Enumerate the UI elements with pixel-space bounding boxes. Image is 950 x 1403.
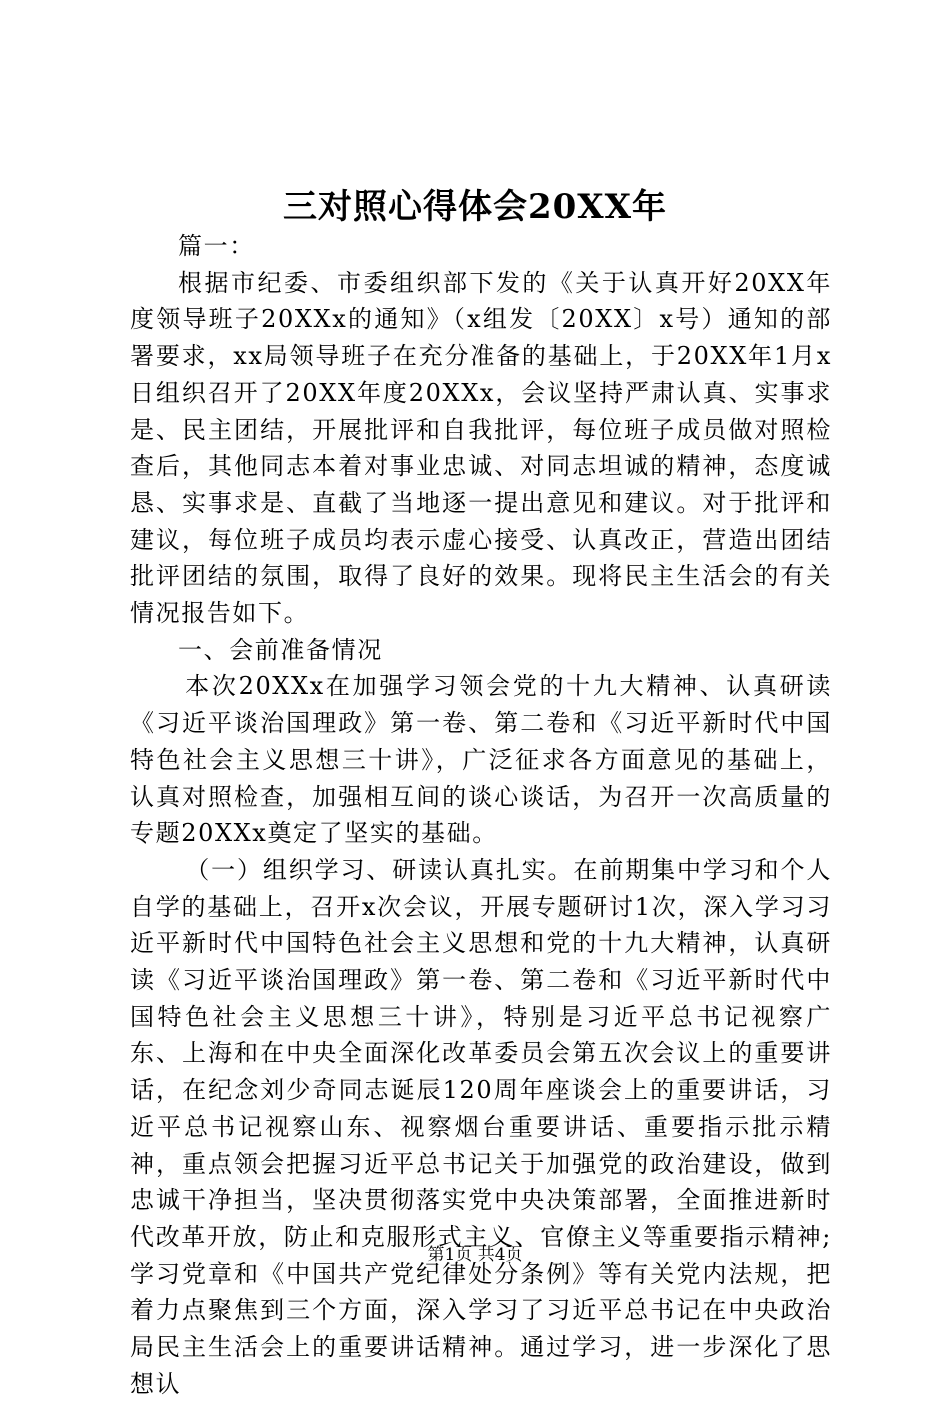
paragraph-study: （一）组织学习、研读认真扎实。在前期集中学习和个人自学的基础上，召开x次会议，开展专题研讨1次，深入学习习近平新时代中国特色社会主义思想和党的十九大精神，认真研读《习近平谈治国理政》第一卷、第二卷和《习近平新时代中国特色社会主义思想三十讲》，特别是习近平总书记视察广东、上海和在中央全面深化改革委员会第五次会议上的重要讲话，在纪念刘少奇同志诞辰120周年座谈会上的重要讲话，习近平总书记视察山东、视察烟台重要讲话、重要指示批示精神，重点领会把握习近平总书记关于加强党的政治建设，做到忠诚干净担当，坚决贯彻落实党中央决策部署，全面推进新时代改革开放，防止和克服形式主义、官僚主义等重要指示精神;学习党章和《中国共产党纪律处分条例》等有关党内法规，把着力点聚焦到三个方面，深入学习了习近平总书记在中央政治局民主生活会上的重要讲话精神。通过学习，进一步深化了思想认: [130, 855, 832, 1398]
paragraph-intro: 根据市纪委、市委组织部下发的《关于认真开好20XX年度领导班子20XXx的通知》（x组发〔20XX〕x号）通知的部署要求，xx局领导班子在充分准备的基础上，于20XX年1月x日组织召开了20XX年度20XXx，会议坚持严肃认真、实事求是、民主团结，开展批评和自我批评，每位班子成员做对照检查后，其他同志本着对事业忠诚、对同志坦诚的精神，态度诚恳、实事求是、直截了当地逐一提出意见和建议。对于批评和建议，每位班子成员均表示虚心接受、认真改正，营造出团结批评团结的氛围，取得了良好的效果。现将民主生活会的有关情况报告如下。: [130, 268, 832, 628]
page-footer: 第1页 共4页: [427, 1245, 523, 1265]
document-body: [130, 228, 832, 1403]
paragraph-section-label: 篇一：: [178, 232, 255, 260]
paragraph-heading-preparation: 一、会前准备情况: [178, 635, 383, 664]
document-title: 三对照心得体会20XX年: [282, 187, 668, 227]
paragraph-preparation: 本次20XXx在加强学习领会党的十九大精神、认真研读《习近平谈治国理政》第一卷、第二卷和《习近平新时代中国特色社会主义思想三十讲》，广泛征求各方面意见的基础上，认真对照检查，加强相互间的谈心谈话，为召开一次高质量的专题20XXx奠定了坚实的基础。: [130, 672, 832, 848]
